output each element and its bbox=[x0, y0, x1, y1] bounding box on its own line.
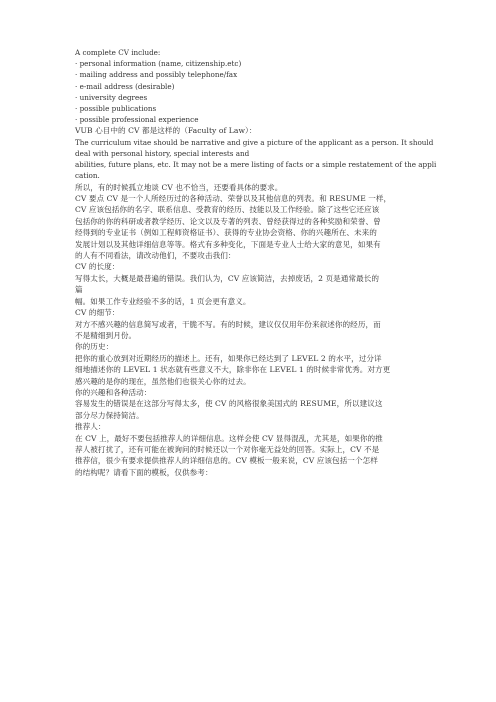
text-line: 对方不感兴趣的信息简写或者，干脆不写。有的时候，建议仅仅用年份来叙述你的经历，而 bbox=[75, 319, 381, 329]
text-line: VUB 心目中的 CV 都是这样的（Faculty of Law）： bbox=[75, 126, 257, 136]
text-line: 容易发生的错误是在这部分写得太多，使 CV 的风格很象美国式的 RESUME，所以建议这 bbox=[75, 399, 383, 409]
text-line: 荐人被打扰了，还有可能在被询问的时候还以一个对你毫无益处的回答。实际上，CV 不是 bbox=[75, 444, 380, 454]
text-line: 包括你的你的科研或者教学经历、论文以及专著的列表、曾经获得过的各种奖励和荣誉、曾 bbox=[75, 216, 381, 226]
text-line: cation. bbox=[75, 171, 100, 181]
text-line: 不是精细到月份。 bbox=[75, 330, 137, 340]
text-line: 在 CV 上，最好不要包括推荐人的详细信息。这样会使 CV 显得混乱，尤其是，如果你的推 bbox=[75, 433, 383, 443]
text-line: · e-mail address (desirable) bbox=[75, 81, 175, 91]
text-line: 你的历史： bbox=[75, 342, 114, 352]
text-line: CV 的细节： bbox=[75, 308, 120, 318]
text-line: 发展计划以及其他详细信息等等。格式有多种变化，下面是专业人士给大家的意见，如果有 bbox=[75, 239, 381, 249]
text-line: 的人有不同看法，请改动他们，不要攻击我们： bbox=[75, 251, 236, 261]
text-line: 写得太长，大概是最普遍的错误。我们认为，CV 应该简洁，去掉废话，2 页是通常最长的 bbox=[75, 273, 380, 283]
text-line: 幅。如果工作专业经验不多的话，1 页会更有意义。 bbox=[75, 296, 251, 306]
text-line: 篇 bbox=[75, 285, 83, 295]
text-line: · possible publications bbox=[75, 104, 157, 114]
text-line: 的结构呢？请看下面的模板，仅供参考： bbox=[75, 467, 213, 477]
text-line: · mailing address and possibly telephone/fax bbox=[75, 70, 238, 80]
text-line: · possible professional experience bbox=[75, 115, 199, 125]
text-line: 所以，有的时候孤立地谈 CV 也不恰当，还要看具体的要求。 bbox=[75, 182, 283, 192]
text-line: 推荐信，很少有要求提供推荐人的详细信息的。CV 模板一般来说，CV 应该包括一个怎样 bbox=[75, 456, 378, 466]
text-line: abilities, future plans, etc. It may not be a mere listing of facts or a simple restatement of the appli bbox=[75, 160, 437, 170]
text-line: The curriculum vitae should be narrative and give a picture of the applicant as a person. It should bbox=[75, 137, 434, 147]
text-line: CV 要点 CV 是一个人所经历过的各种活动、荣誉以及其他信息的列表。和 RESUME 一样， bbox=[75, 194, 392, 204]
text-line: 部分尽力保持简洁。 bbox=[75, 410, 144, 420]
text-line: 感兴趣的是你的现在，虽然他们也很关心你的过去。 bbox=[75, 376, 251, 386]
text-line: 推荐人： bbox=[75, 422, 106, 432]
text-line: deal with personal history, special interests and bbox=[75, 149, 250, 159]
text-line: CV 的长度： bbox=[75, 262, 120, 272]
text-line: 你的兴趣和各种活动： bbox=[75, 387, 152, 397]
text-line: CV 应该包括你的名字、联系信息、受教育的经历、技能以及工作经验。除了这些它还应该 bbox=[75, 205, 380, 215]
text-line: 经得到的专业证书（例如工程师资格证书）、获得的专业协会资格、你的兴趣所在、未来的 bbox=[75, 228, 377, 238]
text-line: 把你的重心放到对近期经历的描述上。还有，如果你已经达到了 LEVEL 2 的水平，过分详 bbox=[75, 353, 382, 363]
text-line: · personal information (name, citizenship.etc) bbox=[75, 59, 242, 69]
text-line: A complete CV include: bbox=[75, 48, 161, 57]
text-line: 细地描述你的 LEVEL 1 状态就有些意义不大，除非你在 LEVEL 1 的时候非常优秀。对方更 bbox=[75, 365, 391, 375]
text-line: · university degrees bbox=[75, 92, 148, 102]
